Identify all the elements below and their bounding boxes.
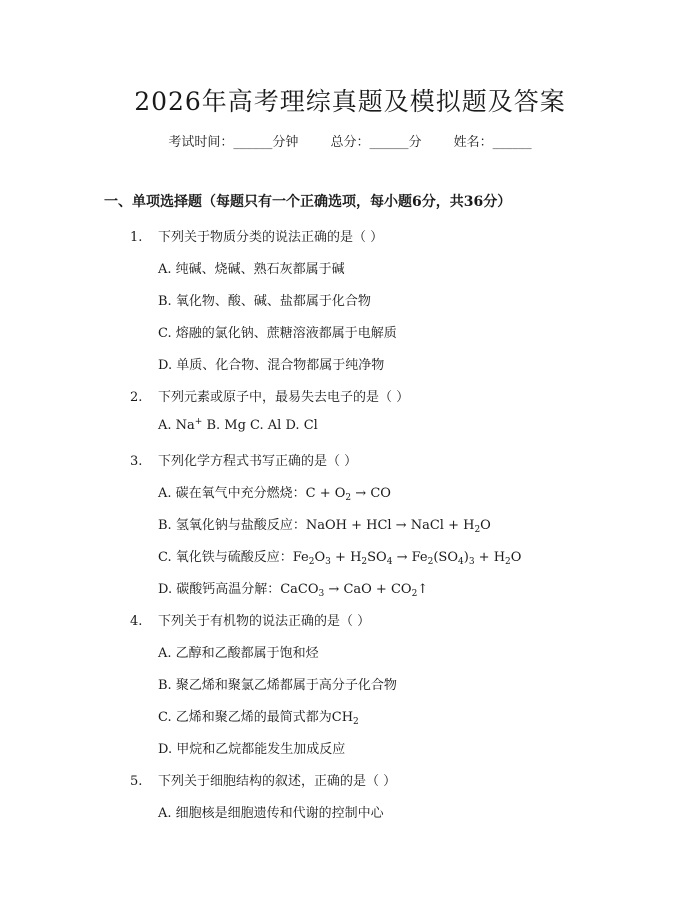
page-title: 2026年高考理综真题及模拟题及答案 (134, 87, 566, 116)
q4-option-c: C. 乙烯和聚乙烯的最简式都为$CH_2$ (158, 710, 359, 727)
q3-option-a: A. 碳在氧气中充分燃烧：$C + O_2$ → CO (158, 486, 391, 503)
section-heading: 一、单项选择题（每题只有一个正确选项，每小题6分，共36分） (104, 194, 512, 210)
q1-option-c: C. 熔融的氯化钠、蔗糖溶液都属于电解质 (158, 326, 397, 341)
question-2 (130, 386, 409, 405)
exam-time-field: 考试时间：______分钟 (168, 135, 299, 150)
exam-meta (0, 131, 700, 150)
total-score-field: 总分：______分 (330, 135, 422, 150)
question-5 (130, 770, 396, 789)
question-number: 3. (130, 454, 143, 469)
question-number: 5. (130, 774, 143, 789)
q3-option-c: C. 氧化铁与硫酸反应：$Fe_2O_3 + H_2SO_4 \to Fe_2(SO_4)_3 + H_2O$ (158, 550, 522, 567)
q4-option-a: A. 乙醇和乙酸都属于饱和烃 (158, 646, 319, 661)
q1-option-d: D. 单质、化合物、混合物都属于纯净物 (158, 358, 385, 373)
student-name-field: 姓名：______ (453, 135, 532, 150)
q5-option-a: A. 细胞核是细胞遗传和代谢的控制中心 (158, 806, 384, 821)
question-3 (130, 450, 357, 469)
question-stem: 下列化学方程式书写正确的是（ ） (158, 454, 358, 469)
q4-option-d: D. 甲烷和乙烷都能发生加成反应 (158, 742, 346, 757)
question-4 (130, 610, 370, 629)
question-1 (130, 226, 383, 245)
q3-option-d: D. 碳酸钙高温分解：CaCO$_3$ → CaO + $CO_2↑$ (158, 582, 429, 599)
q4-option-b: B. 聚乙烯和聚氯乙烯都属于高分子化合物 (158, 678, 397, 693)
question-stem: 下列关于细胞结构的叙述，正确的是（ ） (158, 774, 397, 789)
question-number: 1. (130, 230, 143, 245)
q2-options: A. Na+ B. Mg C. Al D. Cl (158, 417, 318, 433)
question-number: 4. (130, 614, 143, 629)
q3-option-b: B. 氢氧化钠与盐酸反应：NaOH + HCl → NaCl + $H_2O$ (158, 518, 491, 535)
q1-option-b: B. 氧化物、酸、碱、盐都属于化合物 (158, 294, 371, 309)
question-stem: 下列关于有机物的说法正确的是（ ） (158, 614, 371, 629)
question-stem: 下列元素或原子中，最易失去电子的是（ ） (158, 390, 410, 405)
q1-option-a: A. 纯碱、烧碱、熟石灰都属于碱 (158, 262, 345, 277)
question-stem: 下列关于物质分类的说法正确的是（ ） (158, 230, 384, 245)
question-number: 2. (130, 390, 143, 405)
